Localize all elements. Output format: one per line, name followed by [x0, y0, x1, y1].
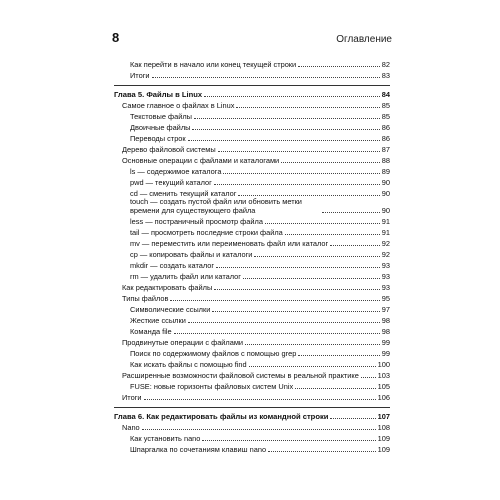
toc-entry-title: Глава 5. Файлы в Linux [114, 90, 203, 99]
toc-entry[interactable] [114, 292, 390, 303]
dot-leader [142, 429, 376, 430]
toc-entry-page: 91 [381, 217, 390, 226]
toc-entry-title: Жесткие ссылки [130, 316, 186, 325]
toc-entry[interactable] [114, 369, 390, 380]
dot-leader [188, 322, 380, 323]
page-header [112, 30, 392, 45]
toc-entry-page: 93 [381, 272, 390, 281]
chapter-separator [114, 85, 390, 86]
toc-entry-page: 97 [381, 305, 390, 314]
chapter-separator [114, 407, 390, 408]
toc-entry[interactable] [114, 143, 390, 154]
toc-chapter-entry[interactable] [114, 88, 390, 99]
dot-leader [194, 118, 380, 119]
toc-entry-title: mv — переместить или переименовать файл или каталог [130, 239, 329, 248]
toc-entry[interactable] [114, 391, 390, 402]
toc-entry[interactable] [114, 215, 390, 226]
toc-entry-page: 99 [381, 338, 390, 347]
toc-entry-title: cp — копировать файлы и каталоги [130, 250, 253, 259]
toc-entry-page: 107 [377, 412, 390, 421]
toc-entry-page: 95 [381, 294, 390, 303]
toc-entry-title: Глава 6. Как редактировать файлы из командной строки [114, 412, 329, 421]
toc-entry-title: Как искать файлы с помощью find [130, 360, 247, 369]
toc-entry-title: rm — удалить файл или каталог [130, 272, 241, 281]
toc-entry-title: Итоги [122, 393, 142, 402]
toc-entry[interactable] [114, 421, 390, 432]
table-of-contents [114, 58, 390, 454]
toc-entry-page: 98 [381, 316, 390, 325]
dot-leader [144, 399, 376, 400]
toc-entry-title: Команда file [130, 327, 172, 336]
toc-entry-page: 90 [381, 206, 390, 215]
toc-entry[interactable] [114, 132, 390, 143]
dot-leader [218, 151, 380, 152]
dot-leader [204, 96, 380, 97]
toc-entry-page: 83 [381, 71, 390, 80]
dot-leader [285, 234, 380, 235]
page-number: 8 [112, 30, 120, 45]
toc-entry-title: pwd — текущий каталог [130, 178, 212, 187]
dot-leader [214, 289, 380, 290]
toc-entry-page: 103 [377, 371, 390, 380]
toc-entry[interactable] [114, 154, 390, 165]
dot-leader [281, 162, 380, 163]
toc-entry-page: 109 [377, 445, 390, 454]
toc-entry[interactable] [114, 69, 390, 80]
toc-entry[interactable] [114, 314, 390, 325]
dot-leader [361, 377, 376, 378]
toc-entry-title: Продвинутые операции с файлами [122, 338, 244, 347]
toc-entry-page: 99 [381, 349, 390, 358]
toc-chapter-entry[interactable] [114, 410, 390, 421]
dot-leader [249, 366, 376, 367]
toc-entry[interactable] [114, 110, 390, 121]
toc-entry[interactable] [114, 58, 390, 69]
toc-entry-title: Переводы строк [130, 134, 186, 143]
toc-entry-title: Шпаргалка по сочетаниям клавиш nano [130, 445, 267, 454]
toc-entry-page: 88 [381, 156, 390, 165]
toc-entry-title: FUSE: новые горизонты файловых систем Unix [130, 382, 294, 391]
toc-entry-page: 105 [377, 382, 390, 391]
toc-entry[interactable] [114, 347, 390, 358]
toc-entry-page: 90 [381, 189, 390, 198]
toc-entry-title: Самое главное о файлах в Linux [122, 101, 235, 110]
dot-leader [245, 344, 380, 345]
toc-entry-page: 92 [381, 250, 390, 259]
dot-leader [254, 256, 379, 257]
toc-entry-page: 92 [381, 239, 390, 248]
running-title: Оглавление [336, 34, 392, 45]
dot-leader [298, 66, 380, 67]
dot-leader [243, 278, 380, 279]
toc-entry-page: 85 [381, 101, 390, 110]
toc-entry-page: 91 [381, 228, 390, 237]
toc-entry[interactable] [114, 176, 390, 187]
toc-entry-title: touch — создать пустой файл или обновить метки времени для существующего файла [130, 197, 302, 215]
toc-entry-page: 89 [381, 167, 390, 176]
dot-leader [214, 184, 380, 185]
dot-leader [202, 440, 375, 441]
toc-entry-title: Основные операции с файлами и каталогами [122, 156, 280, 165]
toc-entry[interactable] [114, 259, 390, 270]
toc-entry-title: Расширенные возможности файловой системы в реальной практике [122, 371, 359, 380]
toc-entry[interactable] [114, 336, 390, 347]
dot-leader [330, 418, 375, 419]
dot-leader [170, 300, 379, 301]
toc-entry-page: 93 [381, 261, 390, 270]
toc-entry-page: 86 [381, 123, 390, 132]
toc-entry[interactable] [114, 443, 390, 454]
toc-entry-title: Как редактировать файлы [122, 283, 213, 292]
dot-leader [265, 223, 380, 224]
toc-entry-title: Итоги [130, 71, 150, 80]
toc-entry[interactable] [114, 432, 390, 443]
toc-entry-page: 84 [381, 90, 390, 99]
dot-leader [330, 245, 380, 246]
dot-leader [212, 311, 379, 312]
dot-leader [223, 173, 379, 174]
toc-entry-title: Символические ссылки [130, 305, 211, 314]
toc-entry-title: ls — содержимое каталога [130, 167, 222, 176]
toc-entry[interactable] [114, 99, 390, 110]
dot-leader [236, 107, 379, 108]
toc-entry[interactable] [114, 248, 390, 259]
toc-entry-page: 82 [381, 60, 390, 69]
dot-leader [188, 140, 380, 141]
dot-leader [216, 267, 380, 268]
dot-leader [298, 355, 379, 356]
dot-leader [295, 388, 375, 389]
toc-entry-page: 90 [381, 178, 390, 187]
toc-entry-page: 87 [381, 145, 390, 154]
dot-leader [268, 451, 376, 452]
toc-entry-title: less — постраничный просмотр файла [130, 217, 263, 226]
toc-entry[interactable] [114, 303, 390, 314]
dot-leader [238, 195, 379, 196]
toc-entry[interactable] [114, 198, 390, 215]
toc-entry[interactable] [114, 281, 390, 292]
toc-entry[interactable] [114, 380, 390, 391]
toc-entry[interactable] [114, 325, 390, 336]
dot-leader [174, 333, 380, 334]
toc-entry-title: Дерево файловой системы [122, 145, 216, 154]
toc-entry-title: cd — сменить текущий каталог [130, 189, 237, 198]
toc-entry-page: 85 [381, 112, 390, 121]
toc-entry-page: 93 [381, 283, 390, 292]
toc-entry-page: 109 [377, 434, 390, 443]
toc-entry-title: Поиск по содержимому файлов с помощью grep [130, 349, 297, 358]
toc-entry[interactable] [114, 237, 390, 248]
toc-entry-page: 100 [377, 360, 390, 369]
toc-entry-page: 98 [381, 327, 390, 336]
toc-entry-page: 86 [381, 134, 390, 143]
toc-entry[interactable] [114, 226, 390, 237]
toc-entry[interactable] [114, 358, 390, 369]
toc-entry-title: tail — просмотреть последние строки файла [130, 228, 283, 237]
dot-leader [152, 77, 380, 78]
toc-entry-page: 106 [377, 393, 390, 402]
toc-entry-title: Как установить nano [130, 434, 201, 443]
toc-entry[interactable] [114, 121, 390, 132]
toc-entry[interactable] [114, 270, 390, 281]
toc-entry-title: Текстовые файлы [130, 112, 192, 121]
toc-entry[interactable] [114, 165, 390, 176]
toc-entry-page: 108 [377, 423, 390, 432]
toc-entry-title: Типы файлов [122, 294, 169, 303]
toc-entry-title: Как перейти в начало или конец текущей строки [130, 60, 297, 69]
dot-leader [322, 212, 380, 213]
toc-entry-title: mkdir — создать каталог [130, 261, 215, 270]
dot-leader [192, 129, 379, 130]
toc-entry-title: Двоичные файлы [130, 123, 191, 132]
toc-entry-title: Nano [122, 423, 140, 432]
